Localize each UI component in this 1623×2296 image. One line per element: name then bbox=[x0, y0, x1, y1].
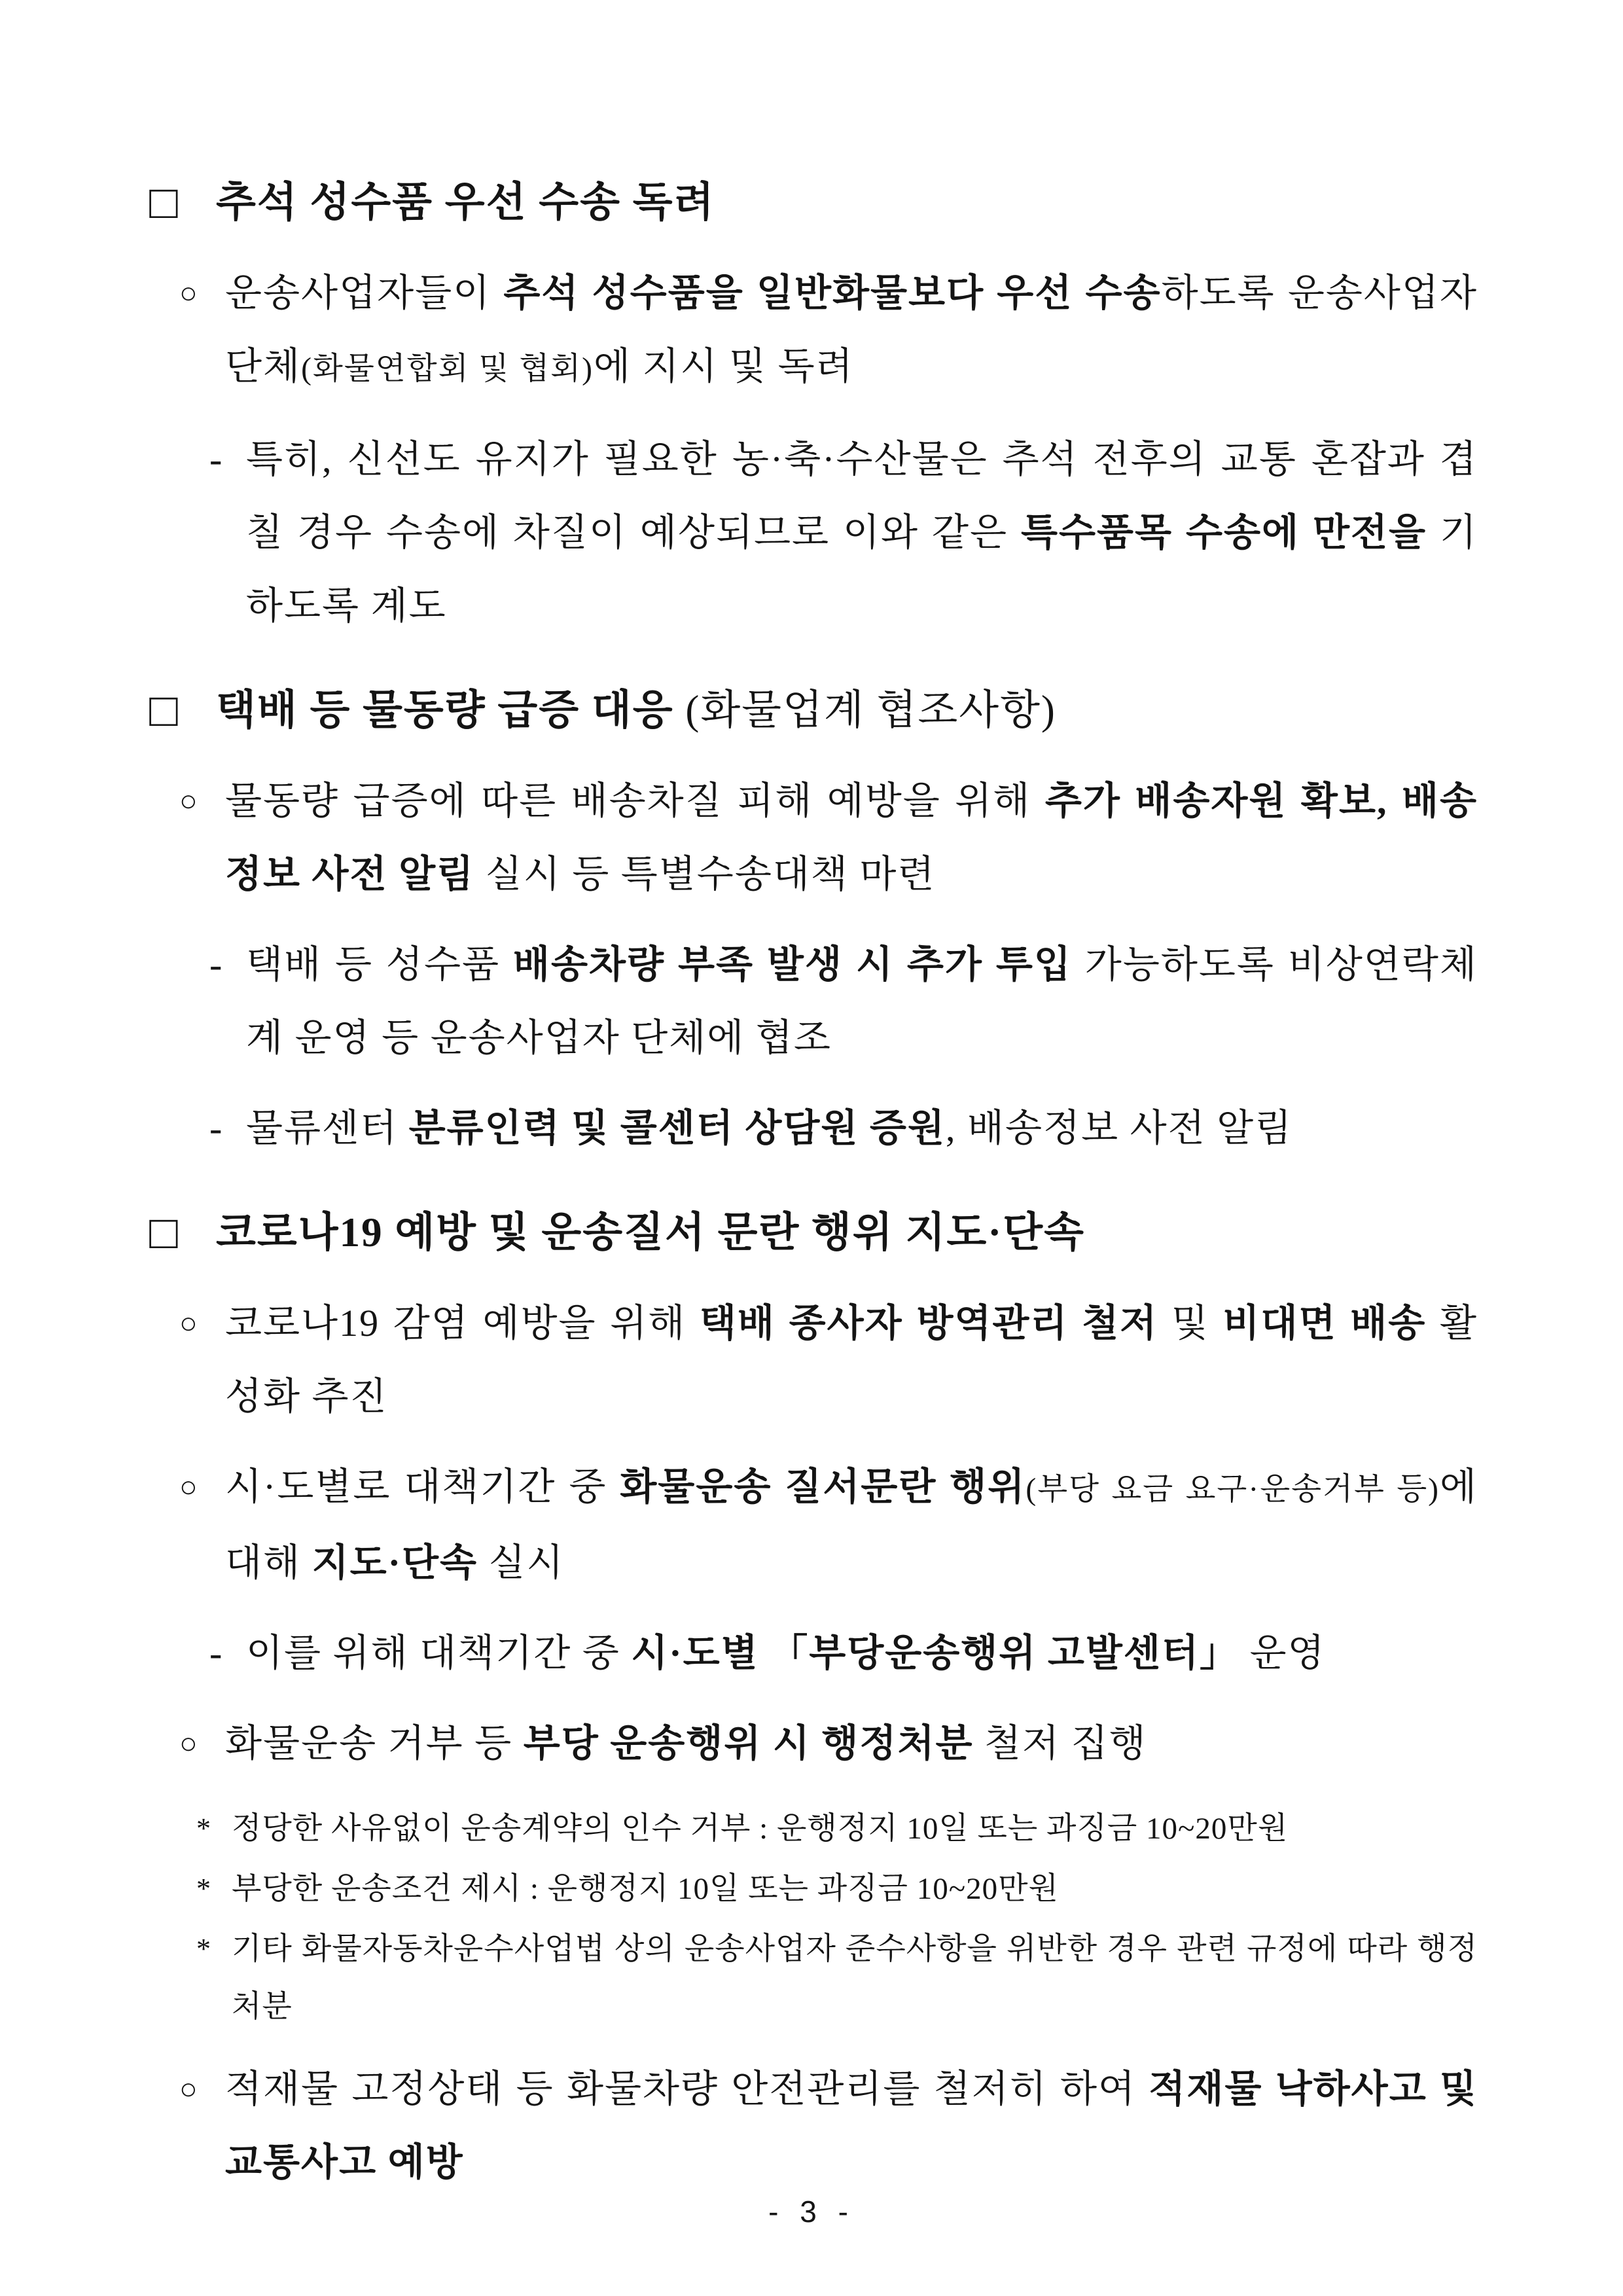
text-run: 시·도별 「부당운송행위 고발센터」 bbox=[631, 1632, 1239, 1674]
star-note-marker: * bbox=[196, 1933, 211, 1965]
text-run: 택배 종사자 방역관리 철저 bbox=[699, 1302, 1158, 1344]
circle-bullet-marker: ○ bbox=[179, 1470, 199, 1503]
item-text bbox=[246, 1617, 1478, 1690]
list-item bbox=[149, 928, 1478, 1075]
section bbox=[149, 673, 1478, 1165]
item-text bbox=[225, 2053, 1478, 2199]
text-run: 기타 화물자동차운수사업법 상의 운송사업자 준수사항을 위반한 경우 관련 규정에 따라 행정처분 bbox=[232, 1932, 1478, 2024]
text-run: 배송차량 부족 발생 시 추가 투입 bbox=[512, 943, 1072, 986]
text-run: 실시 bbox=[478, 1541, 565, 1584]
text-run: 추가 배송자원 확보, 배송정보 사전 알림 bbox=[225, 780, 1478, 895]
section bbox=[149, 1195, 1478, 2199]
text-run: 분류인력 및 콜센터 상담원 증원 bbox=[408, 1107, 946, 1149]
section-square-marker: □ bbox=[149, 1206, 179, 1259]
section bbox=[149, 165, 1478, 643]
list-item bbox=[149, 2053, 1478, 2199]
text-run: 적재물 고정상태 등 화물차량 안전관리를 철저히 하여 bbox=[225, 2068, 1149, 2110]
text-run: 및 bbox=[1158, 1302, 1223, 1344]
item-text bbox=[232, 1860, 1478, 1918]
item-text bbox=[225, 764, 1478, 911]
list-item bbox=[149, 1860, 1478, 1918]
text-run: (화물업계 협조사항) bbox=[685, 687, 1056, 733]
section-square-marker: □ bbox=[149, 684, 179, 736]
item-text bbox=[232, 1800, 1478, 1857]
text-run: 실시 등 특별수송대책 마련 bbox=[474, 853, 936, 895]
list-item bbox=[149, 257, 1478, 406]
circle-bullet-marker: ○ bbox=[179, 1306, 199, 1340]
text-run: 정당한 사유없이 운송계약의 인수 거부 : 운행정지 10일 또는 과징금 10~20만원 bbox=[232, 1812, 1289, 1846]
item-text bbox=[225, 257, 1478, 406]
text-run: 시·도별로 대책기간 중 bbox=[225, 1465, 620, 1508]
text-run: 특수품목 수송에 만전을 bbox=[1020, 511, 1427, 554]
circle-bullet-marker: ○ bbox=[179, 1727, 199, 1760]
text-run: 추석 성수품을 일반화물보다 우선 수송 bbox=[503, 272, 1162, 314]
item-text bbox=[246, 1092, 1478, 1165]
list-item bbox=[149, 1287, 1478, 1433]
section-title bbox=[216, 673, 1056, 747]
circle-bullet-marker: ○ bbox=[179, 276, 199, 310]
dash-bullet-marker: - bbox=[209, 1632, 224, 1674]
text-run: 운영 bbox=[1238, 1632, 1326, 1674]
text-run: 지도·단속 bbox=[312, 1541, 478, 1584]
section-square-marker: □ bbox=[149, 176, 179, 228]
star-note-marker: * bbox=[196, 1812, 211, 1844]
text-run: 운송사업자들이 bbox=[225, 272, 504, 314]
item-text bbox=[246, 928, 1478, 1075]
section-heading bbox=[149, 165, 1478, 240]
text-run: 비대면 배송 bbox=[1222, 1302, 1427, 1344]
item-text bbox=[246, 423, 1478, 643]
list-item bbox=[149, 1450, 1478, 1600]
list-item bbox=[149, 1092, 1478, 1165]
list-item bbox=[149, 1800, 1478, 1857]
text-run: (부당 요금 요구·운송거부 등) bbox=[1026, 1473, 1440, 1507]
text-run: 부당 운송행위 시 행정처분 bbox=[523, 1722, 974, 1765]
item-text bbox=[225, 1287, 1478, 1433]
text-run: (화물연합회 및 협회) bbox=[301, 352, 594, 386]
text-run: 하도록 운송사업자 단체 bbox=[225, 272, 1478, 387]
list-item bbox=[149, 764, 1478, 911]
item-text bbox=[225, 1707, 1478, 1780]
dash-bullet-marker: - bbox=[209, 438, 224, 480]
text-run: 에 대해 bbox=[225, 1465, 1478, 1584]
text-run: , 배송정보 사전 알림 bbox=[946, 1107, 1293, 1149]
text-run: 이를 위해 대책기간 중 bbox=[246, 1632, 632, 1674]
text-run: 화물운송 질서문란 행위 bbox=[620, 1465, 1026, 1508]
document-body bbox=[149, 165, 1478, 2199]
text-run: 물류센터 bbox=[246, 1107, 409, 1149]
text-run: 코로나19 예방 및 운송질서 문란 행위 지도·단속 bbox=[216, 1210, 1085, 1255]
text-run: 철저 집행 bbox=[973, 1722, 1147, 1765]
text-run: 에 지시 및 독려 bbox=[593, 345, 854, 387]
text-run: 택배 등 물동량 급증 대응 bbox=[216, 687, 686, 733]
text-run: 코로나19 감염 예방을 위해 bbox=[225, 1302, 700, 1344]
section-heading bbox=[149, 673, 1478, 747]
text-run: 추석 성수품 우선 수송 독려 bbox=[216, 179, 715, 225]
item-text bbox=[232, 1920, 1478, 2036]
list-item bbox=[149, 423, 1478, 643]
text-run: 가능하도록 비상연락체계 운영 등 운송사업자 단체에 협조 bbox=[246, 943, 1478, 1059]
text-run: 택배 등 성수품 bbox=[246, 943, 513, 986]
dash-bullet-marker: - bbox=[209, 1107, 224, 1149]
list-item bbox=[149, 1617, 1478, 1690]
star-note-marker: * bbox=[196, 1873, 211, 1905]
section-title bbox=[216, 1195, 1085, 1270]
dash-bullet-marker: - bbox=[209, 943, 224, 986]
text-run: 물동량 급증에 따른 배송차질 피해 예방을 위해 bbox=[225, 780, 1045, 822]
text-run: 기하도록 계도 bbox=[246, 511, 1478, 627]
text-run: 화물운송 거부 등 bbox=[225, 1722, 524, 1765]
text-run: 적재물 낙하사고 및 교통사고 예방 bbox=[225, 2068, 1478, 2183]
text-run: 특히, 신선도 유지가 필요한 농·축·수산물은 추석 전후의 교통 혼잡과 겹칠 경우 수송에 차질이 예상되므로 이와 같은 bbox=[246, 438, 1478, 554]
page-number: - 3 - bbox=[768, 2195, 855, 2229]
section-title bbox=[216, 165, 715, 240]
section-heading bbox=[149, 1195, 1478, 1270]
text-run: 활성화 추진 bbox=[225, 1302, 1478, 1418]
text-run: 부당한 운송조건 제시 : 운행정지 10일 또는 과징금 10~20만원 bbox=[232, 1872, 1059, 1906]
list-item bbox=[149, 1707, 1478, 1780]
item-text bbox=[225, 1450, 1478, 1600]
list-item bbox=[149, 1920, 1478, 2036]
circle-bullet-marker: ○ bbox=[179, 784, 199, 817]
circle-bullet-marker: ○ bbox=[179, 2072, 199, 2106]
